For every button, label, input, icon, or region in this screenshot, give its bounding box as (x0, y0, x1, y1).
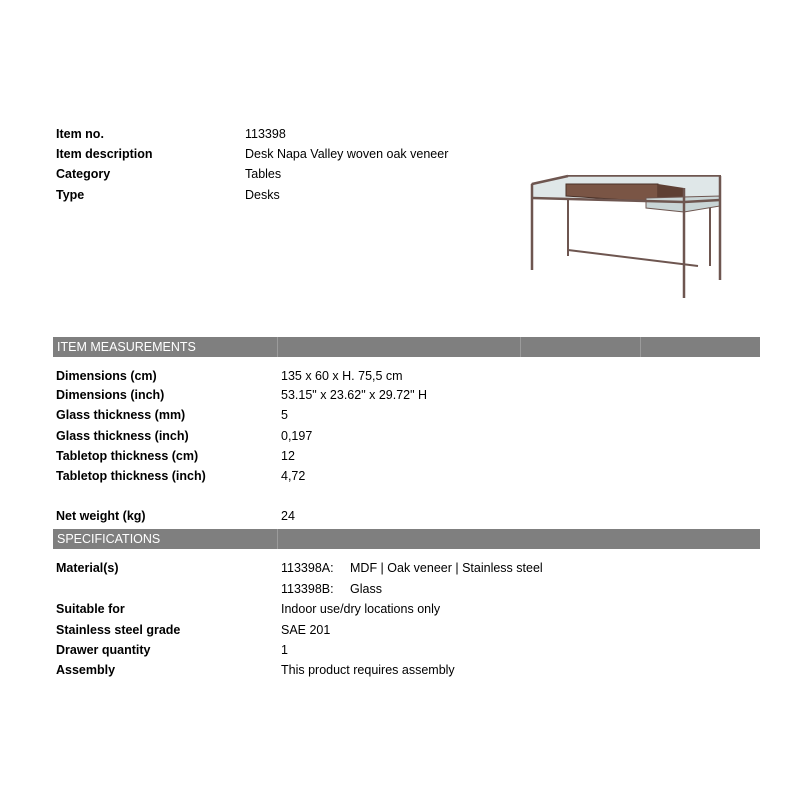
item-no-label: Item no. (56, 127, 104, 141)
specifications-title: SPECIFICATIONS (57, 532, 161, 546)
dimensions-cm-label: Dimensions (cm) (56, 369, 157, 383)
glass-thickness-mm-value: 5 (281, 408, 288, 422)
column-divider (277, 337, 278, 357)
drawer-quantity-label: Drawer quantity (56, 643, 151, 657)
net-weight-label: Net weight (kg) (56, 509, 146, 523)
tabletop-thickness-inch-label: Tabletop thickness (inch) (56, 469, 206, 483)
type-value: Desks (245, 188, 280, 202)
assembly-label: Assembly (56, 663, 116, 677)
materials-label: Material(s) (56, 561, 119, 575)
desk-product-image (528, 170, 723, 300)
item-description-label: Item description (56, 147, 153, 161)
glass-thickness-inch-label: Glass thickness (inch) (56, 429, 189, 443)
dimensions-inch-label: Dimensions (inch) (56, 388, 165, 402)
suitable-for-value: Indoor use/dry locations only (281, 602, 441, 616)
item-no-value: 113398 (245, 127, 286, 141)
steel-grade-value: SAE 201 (281, 623, 331, 637)
materials-value-b: Glass (350, 582, 382, 596)
column-divider (520, 337, 521, 357)
dimensions-cm-value: 135 x 60 x H. 75,5 cm (281, 369, 403, 383)
specifications-header (53, 529, 760, 549)
assembly-value: This product requires assembly (281, 663, 455, 677)
tabletop-thickness-inch-value: 4,72 (281, 469, 306, 483)
net-weight-value: 24 (281, 509, 295, 523)
materials-code-a: 113398A: (281, 561, 334, 575)
materials-code-b: 113398B: (281, 582, 334, 596)
dimensions-inch-value: 53.15" x 23.62" x 29.72" H (281, 388, 428, 402)
suitable-for-label: Suitable for (56, 602, 125, 616)
column-divider (277, 529, 278, 549)
steel-grade-label: Stainless steel grade (56, 623, 181, 637)
tabletop-thickness-cm-label: Tabletop thickness (cm) (56, 449, 199, 463)
item-measurements-header (53, 337, 760, 357)
item-measurements-title: ITEM MEASUREMENTS (57, 340, 196, 354)
category-label: Category (56, 167, 111, 181)
category-value: Tables (245, 167, 282, 181)
item-description-value: Desk Napa Valley woven oak veneer (245, 147, 449, 161)
tabletop-thickness-cm-value: 12 (281, 449, 295, 463)
glass-thickness-mm-label: Glass thickness (mm) (56, 408, 186, 422)
column-divider (640, 337, 641, 357)
glass-thickness-inch-value: 0,197 (281, 429, 313, 443)
drawer-quantity-value: 1 (281, 643, 288, 657)
type-label: Type (56, 188, 85, 202)
materials-value-a: MDF | Oak veneer | Stainless steel (350, 561, 543, 575)
